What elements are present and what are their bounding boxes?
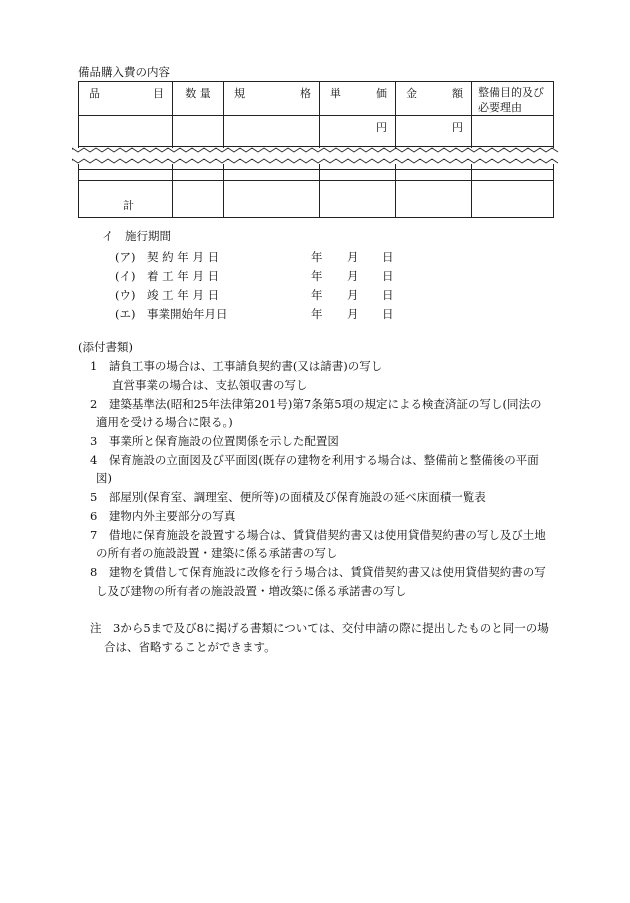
schedule-label: (ウ) 竣 工 年 月 日 [115, 288, 220, 302]
schedule-label: (エ) 事業開始年月日 [115, 307, 228, 321]
header-unit-price: 単 価 [320, 82, 396, 116]
yen-label: 円 [452, 121, 463, 134]
total-row [79, 181, 554, 218]
attachment-line: し及び建物の所有者の施設設置・増改築に係る承諾書の写し [96, 584, 407, 598]
attachment-line: 8 建物を賃借して保育施設に改修を行う場合は、賃貸借契約書又は使用貸借契約書の写 [90, 565, 546, 579]
attachment-line: 2 建築基準法(昭和25年法律第201号)第7条第5項の規定による検査済証の写し(同法の [90, 397, 542, 411]
day-label: 日 [382, 307, 394, 321]
table-row [79, 116, 554, 147]
year-label: 年 [311, 250, 323, 264]
table-omission-wave [72, 144, 559, 168]
attachments-title: (添付書類) [78, 340, 133, 354]
day-label: 日 [382, 269, 394, 283]
note-line: 注 3から5まで及び8に掲げる書類については、交付申請の際に提出したものと同一の場 [90, 621, 549, 635]
attachment-line: 4 保育施設の立面図及び平面図(既存の建物を利用する場合は、整備前と整備後の平面 [90, 453, 539, 467]
schedule-label: (イ) 着 工 年 月 日 [115, 269, 220, 283]
total-label: 計 [79, 181, 173, 218]
attachment-line: の所有者の施設設置・建築に係る承諾書の写し [96, 546, 338, 560]
note-line: 合は、省略することができます。 [104, 640, 276, 654]
attachment-line: 適用を受ける場合に限る。) [96, 415, 233, 429]
month-label: 月 [347, 307, 359, 321]
schedule-label: (ア) 契 約 年 月 日 [115, 250, 220, 264]
year-label: 年 [311, 288, 323, 302]
schedule-title: イ 施行期間 [102, 229, 171, 243]
header-purpose: 整備目的及び必要理由 [472, 82, 554, 116]
attachment-line: 直営事業の場合は、支払領収書の写し [112, 378, 308, 392]
attachment-line: 7 借地に保育施設を設置する場合は、賃貸借契約書又は使用貸借契約書の写し及び土地 [90, 528, 546, 542]
day-label: 日 [382, 288, 394, 302]
attachment-line: 1 請負工事の場合は、工事請負契約書(又は請書)の写し [90, 359, 383, 373]
header-quantity: 数 量 [173, 82, 224, 116]
month-label: 月 [347, 269, 359, 283]
year-label: 年 [311, 307, 323, 321]
attachment-line: 3 事業所と保育施設の位置関係を示した配置図 [90, 434, 339, 448]
attachment-line: 図) [96, 471, 112, 485]
year-label: 年 [311, 269, 323, 283]
day-label: 日 [382, 250, 394, 264]
section-title: 備品購入費の内容 [78, 65, 170, 79]
header-spec: 規 格 [224, 82, 320, 116]
month-label: 月 [347, 250, 359, 264]
attachment-line: 6 建物内外主要部分の写真 [90, 509, 236, 523]
month-label: 月 [347, 288, 359, 302]
header-item: 品 目 [79, 82, 173, 116]
attachment-line: 5 部屋別(保育室、調理室、便所等)の面積及び保育施設の延べ床面積一覧表 [90, 490, 486, 504]
yen-label: 円 [376, 121, 387, 134]
header-amount: 金 額 [396, 82, 472, 116]
table-header-row [79, 82, 554, 116]
